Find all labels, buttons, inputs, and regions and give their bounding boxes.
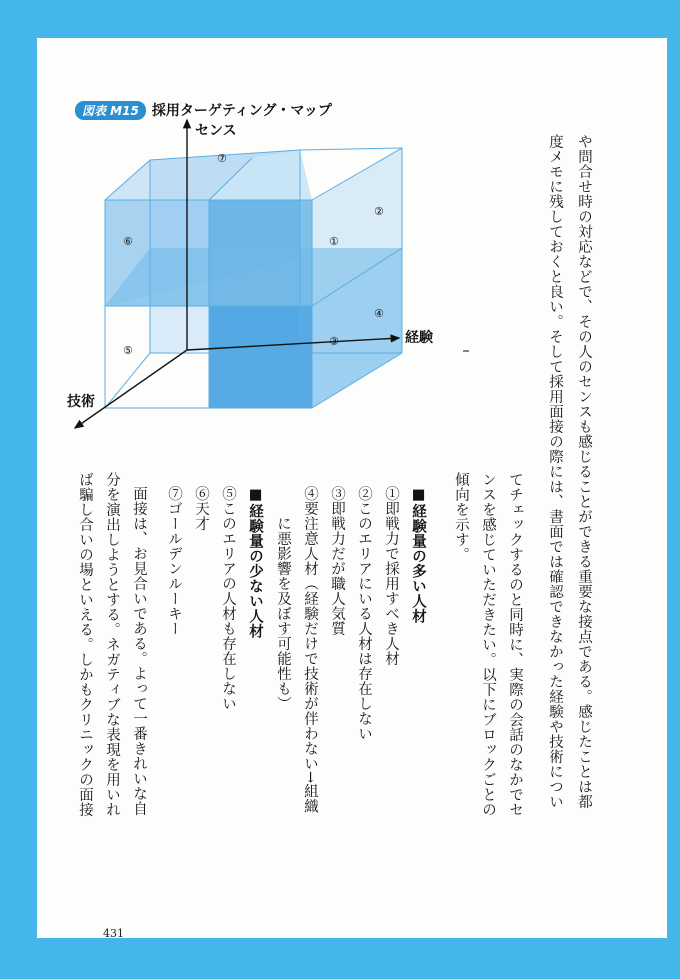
text-line-5: 傾向を示す。	[453, 472, 469, 562]
region-label-5: ⑤	[123, 344, 133, 357]
heading-inexperienced: ■経験量の少ない人材	[247, 486, 264, 639]
region-label-3: ③	[329, 335, 339, 348]
text-line-16: 面接は、お見合いである。よって一番きれいな自	[131, 486, 147, 816]
item-5: ⑤このエリアの人材も存在しない	[220, 486, 236, 711]
heading-experienced: ■経験量の多い人材	[410, 486, 427, 624]
skill-axis	[75, 350, 187, 428]
figure-title: 採用ターゲティング・マップ	[151, 103, 332, 119]
region-label-6: ⑥	[123, 235, 133, 248]
text-line-17: 分を演出しようとする。ネガティブな表現を用いれ	[104, 472, 120, 817]
page-number: 431	[103, 927, 124, 940]
item-4: ④要注意人材（経験だけで技術が伴わない→組織	[302, 486, 318, 814]
region-label-2: ②	[374, 205, 384, 218]
text-line-1: や問合せ時の対応などで、その人のセンスも感じることができる重要な接点である。感じたことは都	[576, 134, 592, 809]
item-7: ⑦ゴールデンルーキー	[166, 486, 182, 636]
item-4-continued: に悪影響を及ぼす可能性も）	[275, 516, 291, 711]
axis-label-sense: センス	[195, 123, 237, 139]
item-6: ⑥天才	[193, 486, 209, 531]
item-3: ③即戦力だが職人気質	[329, 486, 345, 636]
axis-label-skill: 技術	[67, 394, 95, 410]
item-1: ①即戦力で採用すべき人材	[383, 486, 399, 666]
item-2: ②このエリアにいる人材は存在しない	[356, 486, 372, 741]
figure-badge: 図表 M15	[75, 101, 146, 120]
text-line-3: てチェックするのと同時に、実際の会話のなかでセ	[507, 472, 523, 817]
region-label-1: ①	[329, 235, 339, 248]
region-label-7: ⑦	[217, 152, 227, 165]
block-3-front	[209, 306, 312, 408]
axis-label-experience: 経験	[405, 330, 433, 346]
text-line-18: ば騙し合いの場といえる。しかもクリニックの面接	[77, 472, 93, 817]
text-line-2: 度メモに残しておくと良い。そして採用面接の際には、書面では確認できなかった経験や技術につい	[547, 134, 563, 809]
book-page	[37, 38, 667, 938]
text-line-4: ンスを感じていただきたい。以下にブロックごとの	[480, 472, 496, 817]
region-label-4: ④	[374, 307, 384, 320]
